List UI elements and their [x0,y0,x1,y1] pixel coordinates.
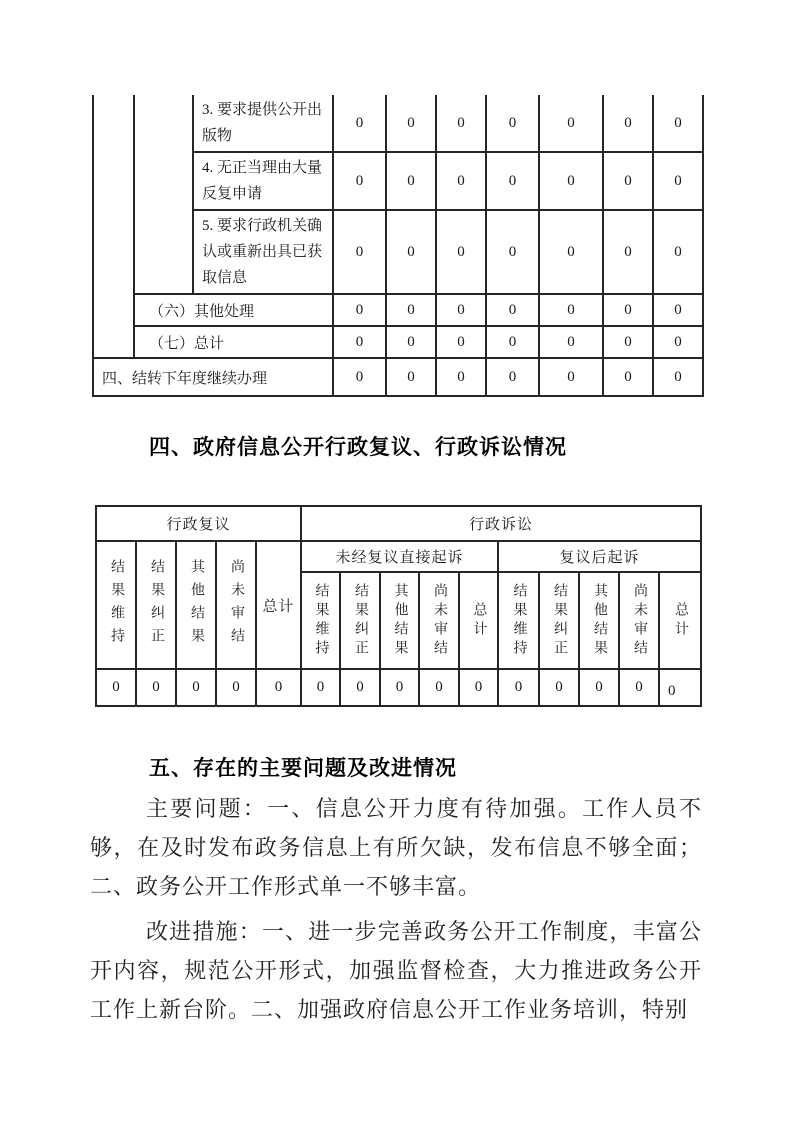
value-cell: 0 [386,294,436,326]
value-cell: 0 [419,669,459,706]
issues-paragraph: 主要问题：一、信息公开力度有待加强。工作人员不够，在及时发布政务信息上有所欠缺，发布信息不够全面；二、政务公开工作形式单一不够丰富。 [90,796,702,899]
value-cell: 0 [436,294,486,326]
row-label: 3. 要求提供公开出版物 [193,95,333,152]
section-5-heading: 五、存在的主要问题及改进情况 [149,757,457,780]
value-cell: 0 [486,210,539,294]
column-header-total: 总计 [459,572,498,669]
value-cell: 0 [498,669,539,706]
value-cell: 0 [486,152,539,210]
value-cell: 0 [539,152,603,210]
continued-spanner-level1 [93,95,134,358]
value-cell: 0 [436,95,486,152]
column-header-total: 总计 [256,541,301,669]
value-cell: 0 [486,95,539,152]
column-header: 结果维持 [301,572,340,669]
column-header: 结果纠正 [340,572,380,669]
value-cell: 0 [459,669,498,706]
value-cell: 0 [256,669,301,706]
subgroup-header-direct: 未经复议直接起诉 [301,541,498,572]
value-cell: 0 [653,95,703,152]
review-litigation-table [95,505,702,707]
value-cell: 0 [340,669,380,706]
value-cell: 0 [333,152,386,210]
value-cell: 0 [659,669,701,706]
value-cell: 0 [436,152,486,210]
column-header: 结果纠正 [539,572,579,669]
value-cell: 0 [333,95,386,152]
column-header-total: 总计 [659,572,701,669]
column-header: 结果纠正 [136,541,176,669]
value-cell: 0 [486,294,539,326]
value-cell: 0 [333,358,386,396]
continued-spanner-level2 [134,95,193,294]
value-cell: 0 [539,95,603,152]
value-cell: 0 [603,210,653,294]
column-header: 尚未审结 [216,541,256,669]
value-cell: 0 [653,210,703,294]
value-cell: 0 [603,358,653,396]
value-cell: 0 [436,326,486,358]
column-header: 结果维持 [96,541,136,669]
value-cell: 0 [653,152,703,210]
section-4-heading: 四、政府信息公开行政复议、行政诉讼情况 [149,436,567,459]
value-cell: 0 [539,210,603,294]
value-cell: 0 [603,294,653,326]
value-cell: 0 [619,669,659,706]
improvements-paragraph: 改进措施：一、进一步完善政务公开工作制度，丰富公开内容，规范公开形式，加强监督检查，大力推进政务公开工作上新台阶。二、加强政府信息公开工作业务培训，特别 [90,919,702,1022]
row-label: 4. 无正当理由大量反复申请 [193,152,333,210]
section-5-body [90,789,702,1029]
value-cell: 0 [333,294,386,326]
value-cell: 0 [539,294,603,326]
value-cell: 0 [539,326,603,358]
row-label: 5. 要求行政机关确认或重新出具已获取信息 [193,210,333,294]
value-cell: 0 [333,326,386,358]
value-cell: 0 [603,152,653,210]
value-cell: 0 [579,669,619,706]
subgroup-header-after-review: 复议后起诉 [498,541,701,572]
value-cell: 0 [136,669,176,706]
value-cell: 0 [301,669,340,706]
value-cell: 0 [386,210,436,294]
value-cell: 0 [653,358,703,396]
value-cell: 0 [653,326,703,358]
value-cell: 0 [176,669,216,706]
column-header: 其他结果 [579,572,619,669]
value-cell: 0 [386,358,436,396]
value-cell: 0 [96,669,136,706]
value-cell: 0 [386,95,436,152]
value-cell: 0 [653,294,703,326]
column-header: 结果维持 [498,572,539,669]
value-cell: 0 [333,210,386,294]
value-cell: 0 [603,326,653,358]
value-cell: 0 [380,669,419,706]
value-cell: 0 [603,95,653,152]
value-cell: 0 [436,358,486,396]
value-cell: 0 [216,669,256,706]
row-label: 四、结转下年度继续办理 [93,358,333,396]
value-cell: 0 [486,326,539,358]
group-header-litigation: 行政诉讼 [301,506,701,541]
carryover-table [92,95,704,397]
value-cell: 0 [486,358,539,396]
value-cell: 0 [386,326,436,358]
column-header: 其他结果 [176,541,216,669]
row-label: （七）总计 [134,326,333,358]
column-header: 尚未审结 [419,572,459,669]
value-cell: 0 [539,669,579,706]
column-header: 其他结果 [380,572,419,669]
group-header-review: 行政复议 [96,506,301,541]
column-header: 尚未审结 [619,572,659,669]
row-label: （六）其他处理 [134,294,333,326]
value-cell: 0 [436,210,486,294]
value-cell: 0 [539,358,603,396]
value-cell: 0 [386,152,436,210]
